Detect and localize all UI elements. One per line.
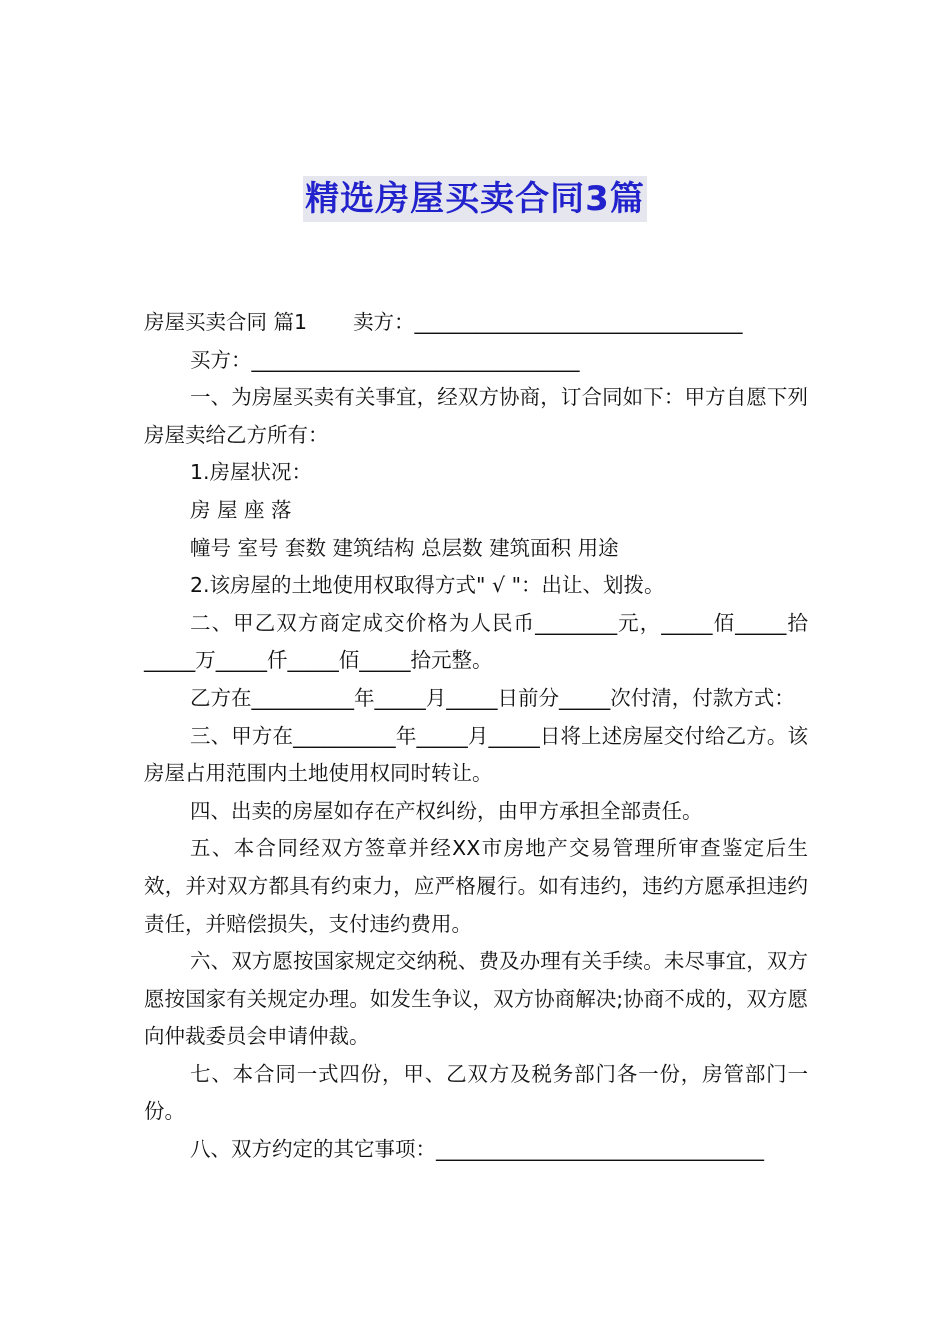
document-title-text: 精选房屋买卖合同3篇: [303, 176, 647, 222]
document-title: [0, 176, 950, 222]
clause-2-price: 二、甲乙双方商定成交价格为人民币________元，_____佰_____拾_____万_____仟_____佰_____拾元整。: [144, 610, 808, 673]
contract-body: [144, 304, 808, 1169]
clause-4: 四、出卖的房屋如存在产权纠纷，由甲方承担全部责任。: [190, 798, 703, 823]
house-fields-labels: 幢号 室号 套数 建筑结构 总层数 建筑面积 用途: [190, 535, 619, 560]
buyer-line: 买方：________________________________: [190, 347, 580, 372]
clause-3: 三、甲方在__________年_____月_____日将上述房屋交付给乙方。该房屋占用范围内土地使用权同时转让。: [144, 723, 808, 786]
contract-heading: 房屋买卖合同 篇1: [144, 310, 308, 334]
house-status-heading: 1.房屋状况：: [190, 460, 313, 485]
clause-6: 六、双方愿按国家规定交纳税、费及办理有关手续。未尽事宜，双方愿按国家有关规定办理。如发生争议，双方协商解决;协商不成的，双方愿向仲裁委员会申请仲裁。: [144, 949, 808, 1049]
clause-2-payment: 乙方在__________年_____月_____日前分_____次付清，付款方式：: [190, 685, 795, 710]
clause-7: 七、本合同一式四份，甲、乙双方及税务部门各一份，房管部门一份。: [144, 1061, 808, 1124]
paragraph-heading-seller: [144, 304, 808, 342]
clause-5: 五、本合同经双方签章并经XX市房地产交易管理所审查鉴定后生效，并对双方都具有约束力，应严格履行。如有违约，违约方愿承担违约责任，并赔偿损失，支付违约费用。: [144, 836, 808, 936]
seller-line: 卖方：________________________________: [353, 310, 743, 334]
clause-1: 一、为房屋买卖有关事宜，经双方协商，订合同如下：甲方自愿下列房屋卖给乙方所有：: [144, 385, 808, 447]
clause-8: 八、双方约定的其它事项：________________________________: [190, 1137, 764, 1162]
house-location-label: 房 屋 座 落: [190, 497, 292, 522]
land-use-method: 2.该房屋的土地使用权取得方式" √ "：出让、划拨。: [190, 573, 665, 598]
